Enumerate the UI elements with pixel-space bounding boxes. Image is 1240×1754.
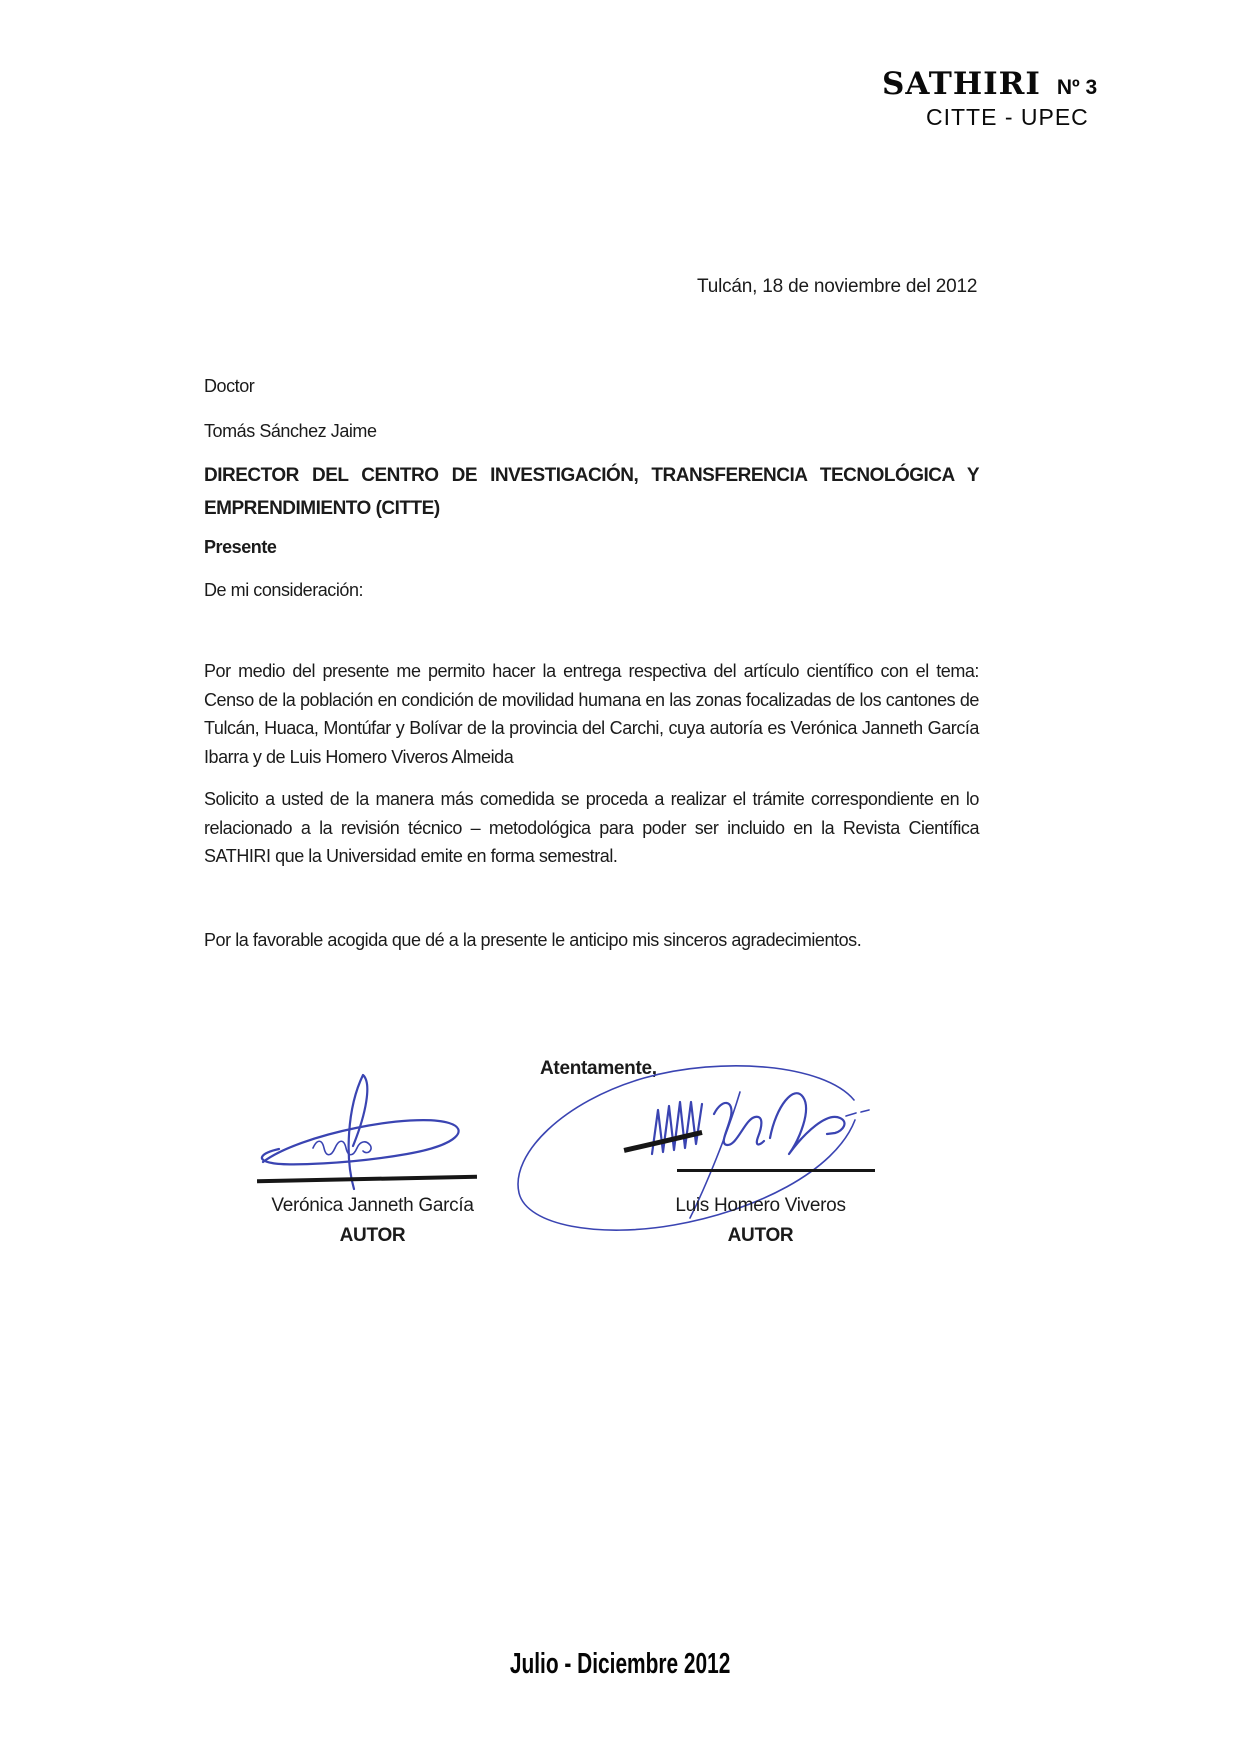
body-paragraph-2: Solicito a usted de la manera más comedida se proceda a realizar el trámite correspondiente en lo relacionado a la revisión técnico – metodológica para poder ser incluido en la Revista Científica SATHIRI que la Universidad emite en forma semestral. [204, 789, 979, 866]
journal-issue-number: Nº 3 [1056, 76, 1098, 99]
presente-label: Presente [204, 537, 277, 557]
recipient-title-line2: EMPRENDIMIENTO (CITTE) [204, 498, 440, 519]
greeting-line: De mi consideración: [204, 580, 364, 600]
signature-line-luis [677, 1169, 875, 1172]
recipient-salutation: Doctor [204, 376, 255, 396]
recipient-name: Tomás Sánchez Jaime [204, 421, 377, 441]
journal-subtitle: CITTE - UPEC [926, 104, 1089, 130]
signer-role: AUTOR [339, 1225, 406, 1246]
date-line: Tulcán, 18 de noviembre del 2012 [697, 276, 978, 297]
body-paragraph-1: Por medio del presente me permito hacer la entrega respectiva del artículo científico con el tema: Censo de la población en condición de movilidad humana en las zonas focalizadas de los cantones de Tulcán, Huaca, Montúfar y Bolívar de la provincia del Carchi, cuya autoría es Verónica Janneth García Ibarra y de Luis Homero Viveros Almeida [204, 661, 979, 767]
signer-name: Verónica Janneth García [271, 1195, 474, 1216]
signer-block-veronica [255, 1195, 490, 1247]
page-footer [0, 1648, 1240, 1681]
journal-header [882, 66, 1112, 131]
body-paragraph-3: Por la favorable acogida que dé a la presente le anticipo mis sinceros agradecimientos. [204, 930, 862, 950]
signer-name: Luis Homero Viveros [675, 1195, 846, 1216]
signer-role: AUTOR [727, 1225, 794, 1246]
signer-block-luis [638, 1195, 883, 1247]
recipient-title [204, 459, 979, 525]
recipient-title-line1: DIRECTOR DEL CENTRO DE INVESTIGACIÓN, TRANSFERENCIA TECNOLÓGICA Y [204, 465, 979, 486]
footer-period: Julio - Diciembre 2012 [509, 1648, 731, 1680]
closing-line: Atentamente, [540, 1058, 657, 1079]
journal-title-row [882, 66, 1112, 102]
journal-name: SATHIRI [882, 66, 1041, 102]
signature-ink-veronica [245, 1066, 485, 1191]
